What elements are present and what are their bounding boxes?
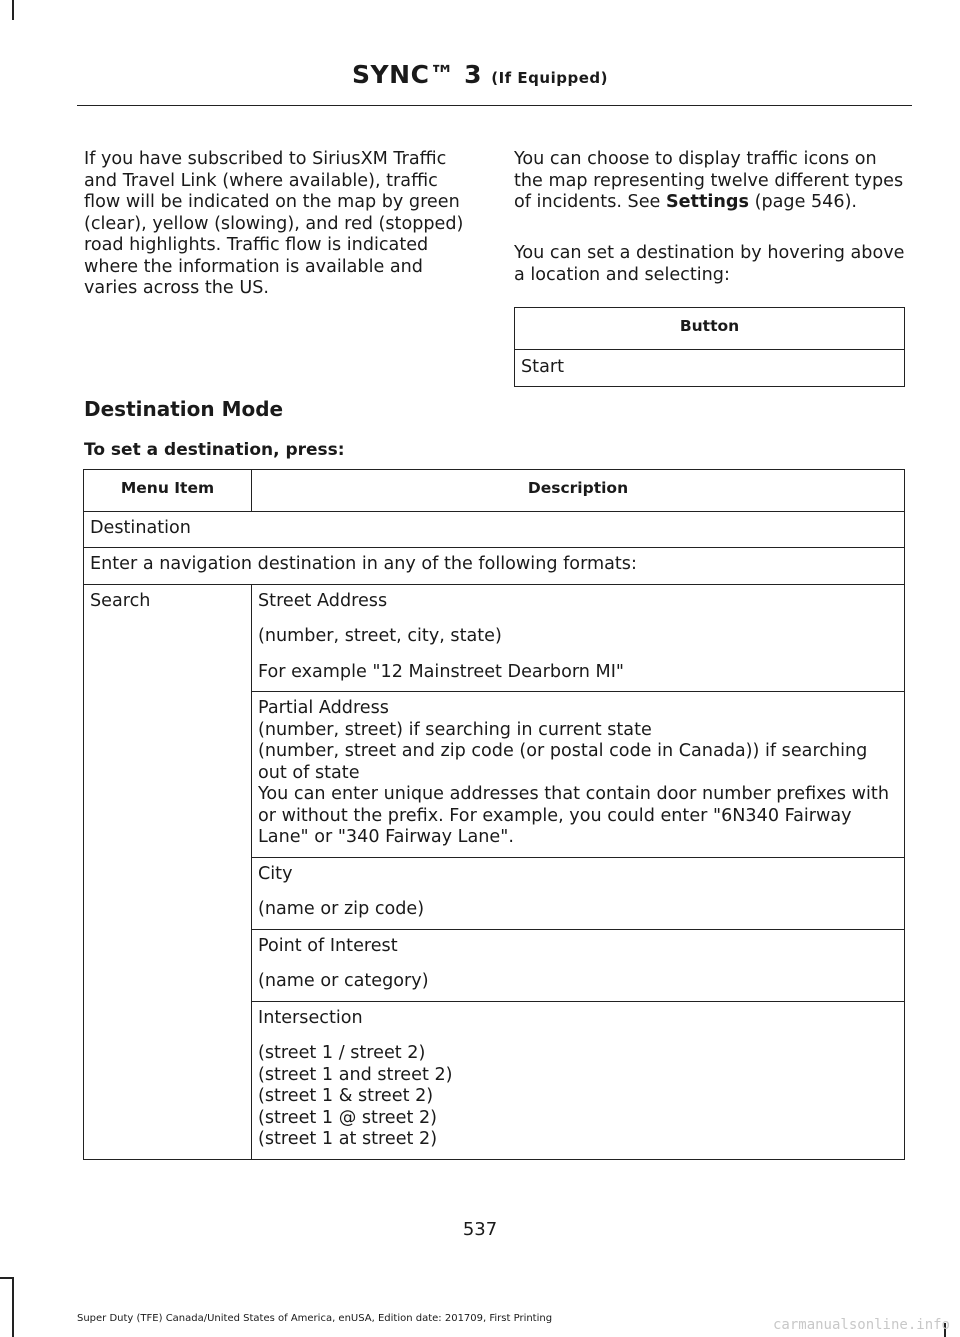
intersection-format-and: (street 1 and street 2): [258, 1064, 453, 1085]
page-number: 537: [462, 1219, 498, 1240]
city-format: (name or zip code): [258, 899, 425, 919]
menu-item-header: Menu Item: [84, 470, 252, 512]
intersection-format-slash: (street 1 / street 2): [258, 1043, 426, 1063]
crop-mark-bottom-left: [12, 1277, 14, 1337]
set-destination-paragraph: You can set a destination by hovering above a location and selecting:: [514, 243, 905, 285]
intersection-format-at: (street 1 at street 2): [258, 1129, 438, 1149]
section-title: Destination Mode: [84, 397, 284, 421]
button-table-header: Button: [515, 308, 905, 350]
button-table-start: Start: [515, 349, 905, 387]
search-cell: Search: [84, 584, 252, 1159]
section-subtitle: To set a destination, press:: [84, 440, 345, 460]
partial-address-title: Partial Address: [258, 698, 389, 718]
partial-address-cell: [252, 692, 905, 858]
street-address-format: (number, street, city, state): [258, 626, 502, 646]
header-title: SYNC™ 3: [352, 60, 483, 89]
partial-address-prefix-note: You can enter unique addresses that contain door number prefixes with or without the prefix. For example, you could enter "6N340 Fairway Lane" or "340 Fairway Lane".: [258, 784, 889, 847]
intersection-format-ampersand: (street 1 & street 2): [258, 1086, 434, 1106]
destination-row: Destination: [84, 511, 905, 548]
city-cell: [252, 857, 905, 929]
intersection-title: Intersection: [258, 1007, 363, 1028]
intersection-cell: [252, 1001, 905, 1159]
header-divider: [77, 105, 912, 106]
poi-cell: [252, 929, 905, 1001]
settings-link[interactable]: Settings: [665, 192, 749, 212]
crop-mark-top-left: [12, 0, 14, 20]
watermark: carmanualsonline.info: [772, 1317, 950, 1333]
poi-format: (name or category): [258, 971, 429, 991]
header-subtitle: (If Equipped): [491, 69, 608, 87]
partial-address-current-state: (number, street) if searching in current state: [258, 719, 652, 740]
button-table: [514, 307, 905, 387]
enter-destination-row: Enter a navigation destination in any of the following formats:: [84, 548, 905, 585]
poi-title: Point of Interest: [258, 935, 398, 956]
edition-footer: Super Duty (TFE) Canada/United States of America, enUSA, Edition date: 201709, First Printing: [77, 1313, 553, 1324]
partial-address-out-of-state: (number, street and zip code (or postal code in Canada)) if searching out of state: [258, 741, 868, 783]
page-reference: (page 546).: [749, 192, 858, 212]
street-address-cell: [252, 584, 905, 692]
city-title: City: [258, 863, 293, 884]
street-address-title: Street Address: [258, 590, 388, 611]
traffic-icons-paragraph: [514, 149, 909, 214]
page-header: [0, 60, 960, 89]
traffic-icons-text: You can choose to display traffic icons on the map representing twelve different types of incidents. See: [514, 149, 904, 212]
street-address-example: For example "12 Mainstreet Dearborn MI": [258, 661, 624, 682]
traffic-flow-paragraph: If you have subscribed to SiriusXM Traffic and Travel Link (where available), traffic flow will be indicated on the map by green (clear), yellow (slowing), and red (stopped) road highlights. Traffic flow is indicated where the information is available and varies across the US.: [84, 149, 464, 298]
destination-table: [83, 469, 905, 1160]
crop-mark-bottom-left-h: [0, 1277, 14, 1279]
description-header: Description: [252, 470, 905, 512]
intersection-format-at-sign: (street 1 @ street 2): [258, 1107, 437, 1128]
